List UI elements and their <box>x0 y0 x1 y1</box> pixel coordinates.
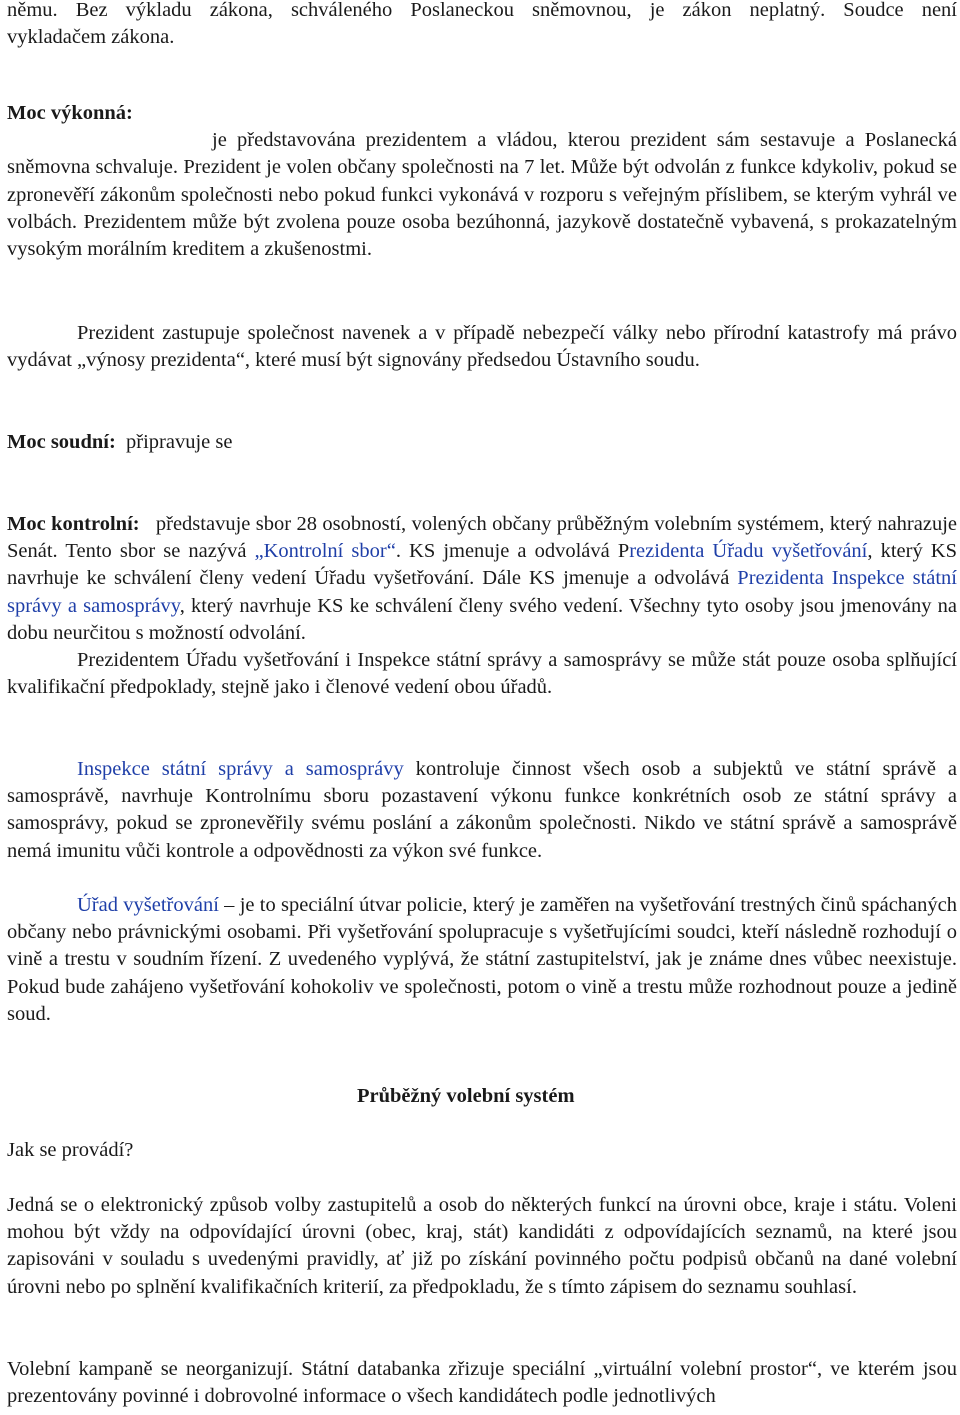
intro-paragraph <box>7 0 957 51</box>
executive-heading: Moc výkonná: <box>7 102 133 124</box>
control-qualification-paragraph <box>7 647 957 701</box>
intro-line-2: vykladačem zákona. <box>7 26 175 49</box>
control-text-1: představuje sbor 28 osobností, volených občany průběžným volebním systémem, který nahrazuje Senát. Tento sbor se nazývá <box>7 513 958 563</box>
intro-line-1: němu. Bez výkladu zákona, schváleného Poslaneckou sněmovnou, je zákon neplatný. Soudce není <box>7 0 957 21</box>
control-text-4: , který navrhuje KS ke schválení členy svého vedení. Všechny tyto osoby jsou jmenovány na dobu neurčitou s možností odvolání. <box>7 594 957 644</box>
executive-decrees-body: Prezident zastupuje společnost navenek a v případě nebezpečí války nebo přírodní katastrofy má právo vydávat „výnosy prezidenta“, které musí být signovány předsedou Ústavního soudu. <box>7 322 957 372</box>
executive-text <box>7 127 957 263</box>
election-paragraph-1 <box>7 1192 957 1301</box>
executive-text-body: je představována prezidentem a vládou, kterou prezident sám sestavuje a Poslanecká sněmovna schvaluje. Prezident je volen občany společnosti na 7 let. Může být odvolán z funkce kdykoliv, pokud se zpronevěří zákonům společnosti nebo pokud funkci vykonává v rozporu s veřejným příslibem, se kterým vyhrál ve volbách. Prezidentem může být zvolena pouze osoba bezúhonná, jazykově dostatečně vybavená, s prokazatelným vysokým morálním kreditem a zkušenostmi. <box>7 129 957 261</box>
investigation-text: – je to speciální útvar policie, který je zaměřen na vyšetřování trestných činů spáchaných občany nebo právnickými osobami. Při vyšetřování spolupracuje s vyšetřujícími soudci, kteří následně rozhodují o vině a trestu v soudním řízení. Z uvedeného vyplývá, že státní zastupitelství, jak je známe dnes vůbec neexistuje. Pokud bude zahájeno vyšetřování kohokoliv ve společnosti, potom o vině a trestu může rozhodnout pouze a jedině soud. <box>7 894 957 1025</box>
control-section <box>7 511 957 701</box>
question-paragraph <box>7 1137 957 1164</box>
section-title: Průběžný volební systém <box>357 1085 575 1107</box>
inspection-paragraph <box>7 756 957 865</box>
inspection-section <box>7 756 957 865</box>
investigation-paragraph <box>7 892 957 1028</box>
election-text-2: Volební kampaně se neorganizují. Státní databanka zřizuje speciální „virtuální volební prostor“, ve kterém jsou prezentovány povinné i dobrovolné informace o všech kandidátech podle jednotlivých <box>7 1358 957 1408</box>
inspection-link[interactable]: Inspekce státní správy a samosprávy <box>77 758 404 780</box>
election-text-1: Jedná se o elektronický způsob volby zastupitelů a osob do některých funkcí na úrovni obce, kraje i státu. Voleni mohou být vždy na odpovídající úrovni (obec, kraj, stát) kandidáti z odpovídajících seznamů, na které jsou zapisováni v souladu s uvedenými pravidly, ať již po získání povinného počtu podpisů občanů na dané volební úrovni nebo po splnění kvalifikačních kriterií, za předpokladu, že s tímto zápisem do seznamu souhlasí. <box>7 1194 957 1298</box>
judicial-paragraph <box>7 429 957 456</box>
question-text: Jak se provádí? <box>7 1139 134 1161</box>
judicial-heading: Moc soudní: <box>7 431 116 453</box>
judicial-text: připravuje se <box>126 431 233 453</box>
executive-decrees-text <box>7 320 957 374</box>
inspection-text: kontroluje činnost všech osob a subjektů ve státní správě a samosprávě, navrhuje Kontrolnímu sboru pozastavení výkonu funkce konkrétních osob ze státní správy a samosprávy, pokud se zpronevěřily svému poslání a zákonům společnosti. Nikdo ve státní správě a samosprávě nemá imunitu vůči kontrole a odpovědnosti za výkon své funkce. <box>7 758 957 862</box>
control-text-3: , který KS navrhuje ke schválení členy vedení Úřadu vyšetřování. Dále KS jmenuje a odvolává <box>7 540 957 590</box>
control-board-link[interactable]: „Kontrolní sbor“ <box>254 540 396 563</box>
control-heading: Moc kontrolní: <box>7 513 140 535</box>
investigation-president-link[interactable]: rezidenta Úřadu vyšetřování <box>629 540 868 563</box>
control-qualification-text: Prezidentem Úřadu vyšetřování i Inspekce státní správy a samosprávy se může stát pouze osoba splňující kvalifikační předpoklady, stejně jako i členové vedení obou úřadů. <box>7 649 957 699</box>
investigation-link[interactable]: Úřad vyšetřování <box>77 894 219 916</box>
investigation-section <box>7 892 957 1028</box>
executive-section <box>7 100 957 263</box>
inspection-president-link[interactable]: Prezidenta Inspekce státní správy a samosprávy <box>7 567 958 617</box>
control-paragraph <box>7 511 957 647</box>
executive-decrees-paragraph <box>7 320 957 374</box>
election-paragraph-2 <box>7 1356 957 1410</box>
control-text-2: . KS jmenuje a odvolává P <box>395 540 630 563</box>
judicial-section <box>7 429 957 456</box>
